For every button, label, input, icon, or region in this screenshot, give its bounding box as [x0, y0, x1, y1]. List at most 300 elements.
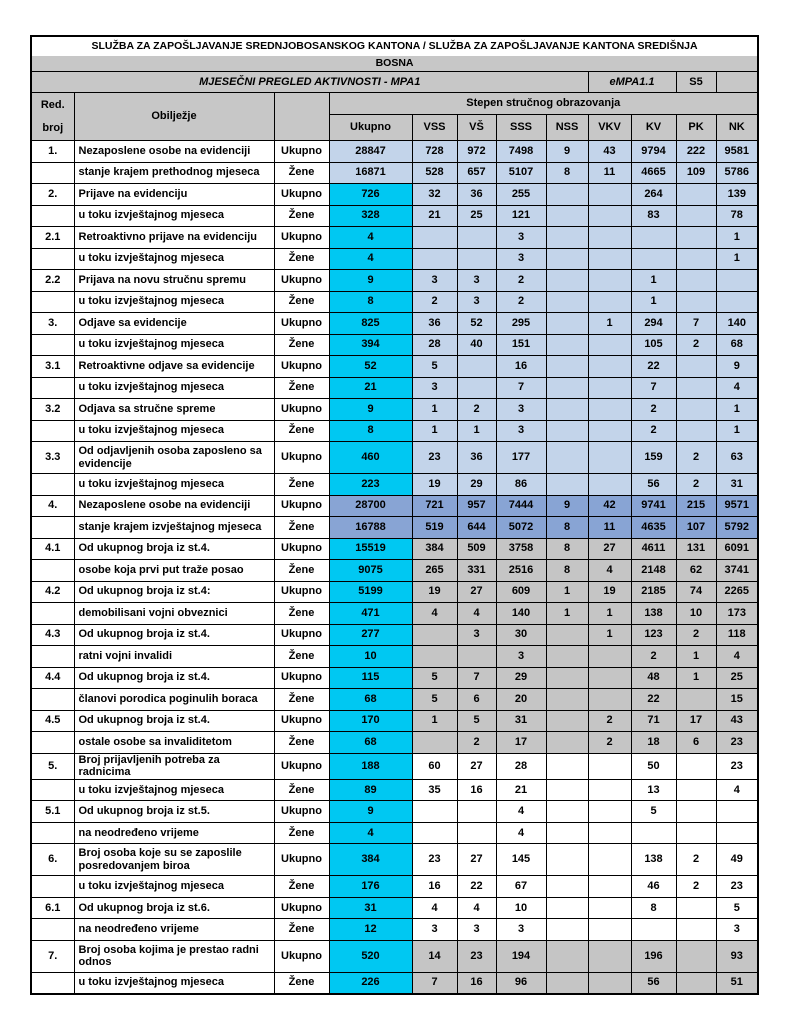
cell-ukupno: 226: [329, 972, 412, 994]
cell-sss: 21: [496, 779, 546, 801]
gender-label-ukupno: Ukupno: [274, 184, 329, 206]
cell-nk: 78: [716, 205, 758, 227]
cell-nss: [546, 334, 588, 356]
cell-vss: 4: [412, 603, 457, 625]
cell-vkv: [588, 442, 631, 474]
cell-nss: [546, 227, 588, 249]
cell-nk: 5792: [716, 517, 758, 539]
cell-sss: 609: [496, 581, 546, 603]
cell-vss: 36: [412, 313, 457, 335]
cell-pk: [676, 801, 716, 823]
column-header-row-1: [31, 93, 758, 115]
cell-pk: [676, 205, 716, 227]
cell-vss: 3: [412, 377, 457, 399]
cell-vs: [457, 377, 496, 399]
row-number-empty: [31, 972, 74, 994]
row-sublabel: u toku izvještajnog mjeseca: [74, 291, 274, 313]
cell-vkv: [588, 689, 631, 711]
cell-sss: 5072: [496, 517, 546, 539]
row-sublabel: u toku izvještajnog mjeseca: [74, 334, 274, 356]
cell-nss: [546, 710, 588, 732]
table-row-2-zene: [31, 205, 758, 227]
cell-nk: [716, 291, 758, 313]
cell-ukupno: 68: [329, 689, 412, 711]
cell-sss: 86: [496, 474, 546, 496]
row-number: 4.3: [31, 624, 74, 646]
cell-vkv: [588, 248, 631, 270]
cell-kv: 56: [631, 972, 676, 994]
cell-vss: 32: [412, 184, 457, 206]
cell-nk: 1: [716, 227, 758, 249]
gender-label-zene: Žene: [274, 972, 329, 994]
cell-vkv: [588, 753, 631, 779]
cell-kv: 50: [631, 753, 676, 779]
col-header-red: Red.: [40, 99, 65, 112]
cell-vkv: [588, 801, 631, 823]
table-row-3.2-ukupno: [31, 399, 758, 421]
cell-pk: [676, 399, 716, 421]
cell-pk: 2: [676, 624, 716, 646]
cell-ukupno: 21: [329, 377, 412, 399]
col-header-red-broj: [31, 93, 74, 141]
cell-sss: 295: [496, 313, 546, 335]
table-row-4-ukupno: [31, 495, 758, 517]
cell-kv: 18: [631, 732, 676, 754]
subtitle-row: [31, 72, 758, 93]
row-number-empty: [31, 205, 74, 227]
cell-nk: 9: [716, 356, 758, 378]
cell-pk: 17: [676, 710, 716, 732]
row-number-empty: [31, 420, 74, 442]
cell-vs: [457, 356, 496, 378]
row-number: 4.2: [31, 581, 74, 603]
cell-nk: 23: [716, 876, 758, 898]
cell-vkv: 27: [588, 538, 631, 560]
cell-nss: [546, 732, 588, 754]
cell-vkv: 42: [588, 495, 631, 517]
cell-nss: [546, 184, 588, 206]
row-label: Od ukupnog broja iz st.5.: [74, 801, 274, 823]
cell-nk: 1: [716, 399, 758, 421]
cell-ukupno: 471: [329, 603, 412, 625]
cell-sss: 16: [496, 356, 546, 378]
cell-nss: [546, 753, 588, 779]
row-number-empty: [31, 474, 74, 496]
cell-vkv: 1: [588, 624, 631, 646]
cell-nss: 8: [546, 560, 588, 582]
cell-ukupno: 9: [329, 801, 412, 823]
gender-label-zene: Žene: [274, 474, 329, 496]
row-number: 1.: [31, 141, 74, 163]
cell-nk: 43: [716, 710, 758, 732]
cell-vkv: [588, 876, 631, 898]
cell-vkv: 43: [588, 141, 631, 163]
cell-nss: [546, 377, 588, 399]
cell-vkv: [588, 270, 631, 292]
row-label: Od odjavljenih osoba zaposleno sa evidencije: [74, 442, 274, 474]
row-label: Prijave na evidenciju: [74, 184, 274, 206]
row-label: Broj prijavljenih potreba za radnicima: [74, 753, 274, 779]
cell-pk: 222: [676, 141, 716, 163]
gender-label-ukupno: Ukupno: [274, 801, 329, 823]
cell-nss: [546, 205, 588, 227]
table-row-4.4-ukupno: [31, 667, 758, 689]
empty-header-cell: [716, 72, 758, 93]
cell-vs: [457, 248, 496, 270]
table-row-6-zene: [31, 876, 758, 898]
gender-label-zene: Žene: [274, 732, 329, 754]
cell-ukupno: 31: [329, 897, 412, 919]
cell-sss: 2: [496, 291, 546, 313]
cell-sss: 2516: [496, 560, 546, 582]
cell-pk: [676, 184, 716, 206]
row-number-empty: [31, 779, 74, 801]
cell-sss: 20: [496, 689, 546, 711]
table-row-3-zene: [31, 334, 758, 356]
cell-kv: 7: [631, 377, 676, 399]
cell-vs: 3: [457, 291, 496, 313]
row-number-empty: [31, 876, 74, 898]
table-row-3.1-ukupno: [31, 356, 758, 378]
cell-vss: 21: [412, 205, 457, 227]
cell-kv: 83: [631, 205, 676, 227]
cell-nk: 51: [716, 972, 758, 994]
cell-ukupno: 460: [329, 442, 412, 474]
row-number-empty: [31, 732, 74, 754]
col-header-ukupno: Ukupno: [329, 115, 412, 141]
row-sublabel: u toku izvještajnog mjeseca: [74, 420, 274, 442]
row-label: Prijava na novu stručnu spremu: [74, 270, 274, 292]
cell-kv: 2185: [631, 581, 676, 603]
cell-ukupno: 170: [329, 710, 412, 732]
cell-vkv: [588, 356, 631, 378]
gender-label-ukupno: Ukupno: [274, 270, 329, 292]
cell-kv: 71: [631, 710, 676, 732]
cell-nk: [716, 801, 758, 823]
cell-sss: 7444: [496, 495, 546, 517]
gender-label-zene: Žene: [274, 162, 329, 184]
cell-pk: [676, 822, 716, 844]
col-header-pk: PK: [676, 115, 716, 141]
cell-pk: 131: [676, 538, 716, 560]
cell-nss: 8: [546, 162, 588, 184]
cell-kv: 9741: [631, 495, 676, 517]
cell-vs: 27: [457, 581, 496, 603]
cell-vss: 1: [412, 399, 457, 421]
cell-ukupno: 176: [329, 876, 412, 898]
gender-label-ukupno: Ukupno: [274, 141, 329, 163]
cell-sss: 3: [496, 420, 546, 442]
cell-sss: 177: [496, 442, 546, 474]
cell-pk: 6: [676, 732, 716, 754]
cell-ukupno: 188: [329, 753, 412, 779]
table-row-4.1-zene: [31, 560, 758, 582]
cell-pk: 107: [676, 517, 716, 539]
row-label: Odjave sa evidencije: [74, 313, 274, 335]
col-header-vss: VSS: [412, 115, 457, 141]
cell-nk: 6091: [716, 538, 758, 560]
cell-pk: [676, 377, 716, 399]
row-sublabel: u toku izvještajnog mjeseca: [74, 474, 274, 496]
cell-ukupno: 52: [329, 356, 412, 378]
cell-sss: 30: [496, 624, 546, 646]
row-number: 6.: [31, 844, 74, 876]
cell-pk: 1: [676, 646, 716, 668]
table-row-4.2-ukupno: [31, 581, 758, 603]
gender-label-ukupno: Ukupno: [274, 940, 329, 972]
gender-label-ukupno: Ukupno: [274, 495, 329, 517]
cell-nss: [546, 646, 588, 668]
row-label: Od ukupnog broja iz st.4.: [74, 667, 274, 689]
cell-nss: [546, 972, 588, 994]
row-label: Retroaktivno prijave na evidenciju: [74, 227, 274, 249]
cell-vss: [412, 227, 457, 249]
cell-pk: 62: [676, 560, 716, 582]
cell-kv: 159: [631, 442, 676, 474]
row-sublabel: u toku izvještajnog mjeseca: [74, 972, 274, 994]
cell-vss: 1: [412, 710, 457, 732]
cell-vkv: [588, 184, 631, 206]
cell-vkv: [588, 399, 631, 421]
gender-label-ukupno: Ukupno: [274, 897, 329, 919]
row-label: Broj osoba koje su se zaposlile posredovanjem biroa: [74, 844, 274, 876]
cell-kv: [631, 227, 676, 249]
cell-vkv: [588, 291, 631, 313]
cell-vs: 972: [457, 141, 496, 163]
gender-label-zene: Žene: [274, 334, 329, 356]
cell-sss: 145: [496, 844, 546, 876]
row-number: 3.3: [31, 442, 74, 474]
gender-label-zene: Žene: [274, 420, 329, 442]
cell-sss: 4: [496, 822, 546, 844]
cell-vkv: [588, 919, 631, 941]
table-row-5.1-ukupno: [31, 801, 758, 823]
table-row-4.4-zene: [31, 689, 758, 711]
cell-vss: 3: [412, 919, 457, 941]
cell-vss: 3: [412, 270, 457, 292]
cell-vss: 7: [412, 972, 457, 994]
cell-kv: 56: [631, 474, 676, 496]
cell-vss: 528: [412, 162, 457, 184]
cell-vss: [412, 624, 457, 646]
cell-pk: 215: [676, 495, 716, 517]
cell-vs: 644: [457, 517, 496, 539]
cell-vss: 35: [412, 779, 457, 801]
gender-label-ukupno: Ukupno: [274, 313, 329, 335]
cell-pk: 2: [676, 844, 716, 876]
table-row-6.1-zene: [31, 919, 758, 941]
table-row-2.2-zene: [31, 291, 758, 313]
cell-kv: 5: [631, 801, 676, 823]
cell-ukupno: 12: [329, 919, 412, 941]
cell-vss: 1: [412, 420, 457, 442]
cell-nk: 68: [716, 334, 758, 356]
cell-vss: 16: [412, 876, 457, 898]
cell-nk: 4: [716, 779, 758, 801]
row-number: 3.2: [31, 399, 74, 421]
cell-kv: 2148: [631, 560, 676, 582]
cell-sss: 28: [496, 753, 546, 779]
cell-pk: [676, 753, 716, 779]
gender-label-ukupno: Ukupno: [274, 356, 329, 378]
cell-sss: 3: [496, 919, 546, 941]
cell-vss: 23: [412, 442, 457, 474]
gender-label-ukupno: Ukupno: [274, 581, 329, 603]
cell-nss: [546, 822, 588, 844]
row-number-empty: [31, 334, 74, 356]
cell-sss: 5107: [496, 162, 546, 184]
cell-vss: 23: [412, 844, 457, 876]
row-number: 7.: [31, 940, 74, 972]
cell-ukupno: 9075: [329, 560, 412, 582]
gender-label-ukupno: Ukupno: [274, 624, 329, 646]
table-row-4.5-ukupno: [31, 710, 758, 732]
col-header-nss: NSS: [546, 115, 588, 141]
cell-vs: 5: [457, 710, 496, 732]
cell-vkv: 2: [588, 710, 631, 732]
row-number: 5.1: [31, 801, 74, 823]
cell-nss: [546, 291, 588, 313]
cell-nk: 9581: [716, 141, 758, 163]
cell-vkv: [588, 205, 631, 227]
cell-nk: 4: [716, 646, 758, 668]
cell-vss: 2: [412, 291, 457, 313]
gender-label-zene: Žene: [274, 291, 329, 313]
cell-kv: 1: [631, 291, 676, 313]
cell-nss: 1: [546, 603, 588, 625]
row-label: Od ukupnog broja iz st.4.: [74, 710, 274, 732]
row-number: 2.2: [31, 270, 74, 292]
cell-vkv: 4: [588, 560, 631, 582]
row-number-empty: [31, 822, 74, 844]
cell-kv: 2: [631, 420, 676, 442]
cell-pk: 2: [676, 876, 716, 898]
gender-label-ukupno: Ukupno: [274, 399, 329, 421]
cell-vs: [457, 801, 496, 823]
cell-kv: [631, 919, 676, 941]
cell-kv: [631, 822, 676, 844]
cell-nss: [546, 779, 588, 801]
cell-ukupno: 4: [329, 248, 412, 270]
cell-nk: 4: [716, 377, 758, 399]
cell-nk: 140: [716, 313, 758, 335]
cell-nss: [546, 399, 588, 421]
gender-label-zene: Žene: [274, 646, 329, 668]
cell-kv: 48: [631, 667, 676, 689]
table-row-4.5-zene: [31, 732, 758, 754]
table-row-3.3-ukupno: [31, 442, 758, 474]
row-label: Od ukupnog broja iz st.4.: [74, 538, 274, 560]
cell-nk: 9571: [716, 495, 758, 517]
cell-vss: 5: [412, 356, 457, 378]
row-label: Od ukupnog broja iz st.6.: [74, 897, 274, 919]
cell-vs: 36: [457, 184, 496, 206]
cell-vs: 4: [457, 603, 496, 625]
cell-pk: 74: [676, 581, 716, 603]
row-number-empty: [31, 377, 74, 399]
row-number: 6.1: [31, 897, 74, 919]
cell-kv: 22: [631, 689, 676, 711]
cell-vs: 27: [457, 753, 496, 779]
cell-ukupno: 394: [329, 334, 412, 356]
cell-vss: [412, 248, 457, 270]
cell-vss: 384: [412, 538, 457, 560]
row-number-empty: [31, 646, 74, 668]
cell-kv: 4665: [631, 162, 676, 184]
cell-sss: 3758: [496, 538, 546, 560]
gender-label-zene: Žene: [274, 603, 329, 625]
cell-sss: 29: [496, 667, 546, 689]
cell-sss: 2: [496, 270, 546, 292]
cell-ukupno: 89: [329, 779, 412, 801]
cell-nss: 8: [546, 517, 588, 539]
cell-sss: 121: [496, 205, 546, 227]
row-sublabel: u toku izvještajnog mjeseca: [74, 248, 274, 270]
cell-ukupno: 5199: [329, 581, 412, 603]
cell-vkv: [588, 822, 631, 844]
form-code: eMPA1.1: [588, 72, 676, 93]
cell-vss: [412, 646, 457, 668]
row-label: Retroaktivne odjave sa evidencije: [74, 356, 274, 378]
cell-nss: [546, 876, 588, 898]
cell-kv: 196: [631, 940, 676, 972]
cell-nss: 9: [546, 141, 588, 163]
cell-nss: [546, 248, 588, 270]
row-number-empty: [31, 162, 74, 184]
cell-vs: 16: [457, 779, 496, 801]
cell-vss: 60: [412, 753, 457, 779]
cell-vs: 331: [457, 560, 496, 582]
report-subtitle: MJESEČNI PREGLED AKTIVNOSTI - MPA1: [31, 72, 588, 93]
cell-vs: 25: [457, 205, 496, 227]
cell-ukupno: 825: [329, 313, 412, 335]
cell-pk: 2: [676, 474, 716, 496]
table-row-4-zene: [31, 517, 758, 539]
cell-vs: 16: [457, 972, 496, 994]
cell-nk: 5786: [716, 162, 758, 184]
cell-vkv: [588, 420, 631, 442]
cell-sss: 3: [496, 248, 546, 270]
monthly-activity-table: [30, 35, 759, 995]
cell-vs: 40: [457, 334, 496, 356]
table-row-2-ukupno: [31, 184, 758, 206]
cell-vs: [457, 646, 496, 668]
gender-label-zene: Žene: [274, 205, 329, 227]
cell-pk: [676, 248, 716, 270]
cell-pk: [676, 919, 716, 941]
cell-nss: [546, 689, 588, 711]
cell-nk: 93: [716, 940, 758, 972]
cell-vkv: 19: [588, 581, 631, 603]
cell-ukupno: 15519: [329, 538, 412, 560]
table-row-3-ukupno: [31, 313, 758, 335]
gender-label-zene: Žene: [274, 517, 329, 539]
cell-ukupno: 277: [329, 624, 412, 646]
cell-pk: 2: [676, 442, 716, 474]
cell-vkv: [588, 940, 631, 972]
cell-kv: 22: [631, 356, 676, 378]
row-sublabel: stanje krajem izvještajnog mjeseca: [74, 517, 274, 539]
cell-ukupno: 9: [329, 399, 412, 421]
table-row-3.3-zene: [31, 474, 758, 496]
gender-label-zene: Žene: [274, 779, 329, 801]
cell-sss: 194: [496, 940, 546, 972]
cell-sss: 7: [496, 377, 546, 399]
cell-nss: [546, 667, 588, 689]
cell-ukupno: 8: [329, 291, 412, 313]
cell-kv: 4635: [631, 517, 676, 539]
table-row-4.1-ukupno: [31, 538, 758, 560]
